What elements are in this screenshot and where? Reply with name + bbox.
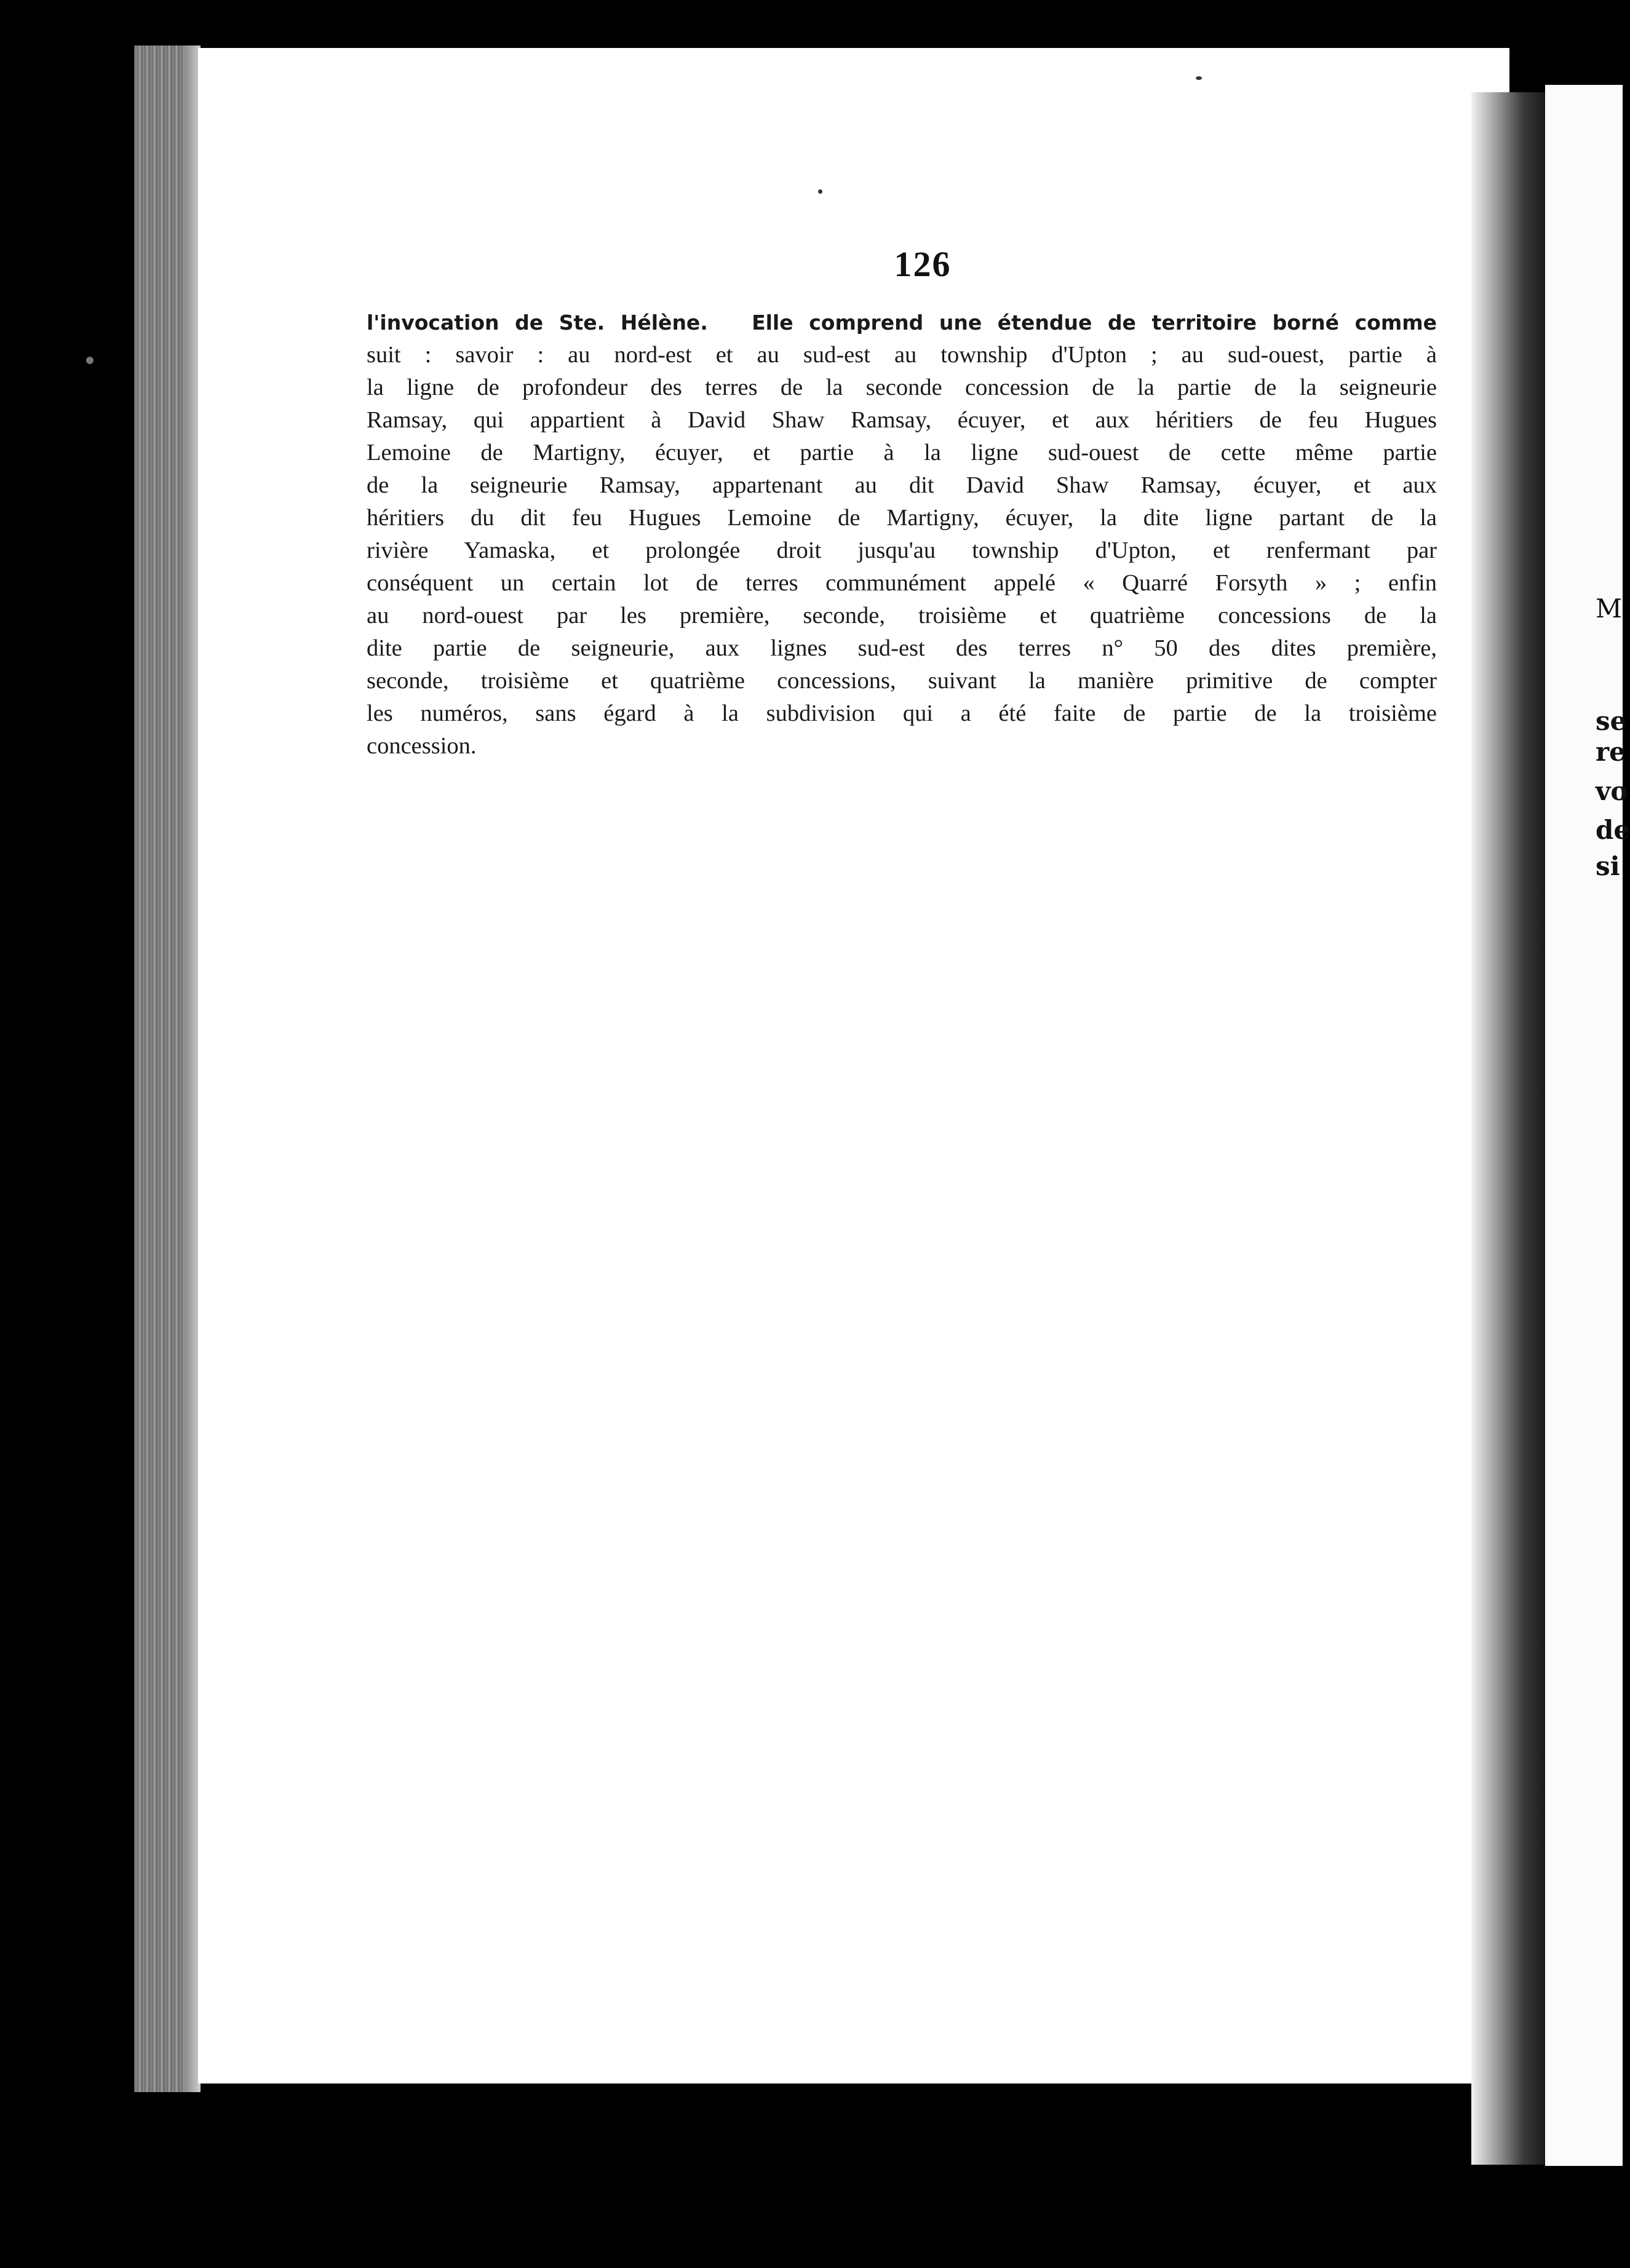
text-line: Lemoine de Martigny, écuyer, et partie à la ligne sud-ouest de cette même partie: [367, 440, 1437, 466]
text-line: rivière Yamaska, et prolongée droit jusqu'au township d'Upton, et renfermant par: [367, 537, 1437, 563]
facing-page-fragment: si: [1596, 851, 1620, 881]
text-line: les numéros, sans égard à la subdivision qui a été faite de partie de la troisième: [367, 700, 1437, 726]
text-line: de la seigneurie Ramsay, appartenant au dit David Shaw Ramsay, écuyer, et aux: [367, 472, 1437, 498]
facing-page: [1545, 85, 1623, 2166]
text-line: suit : savoir : au nord-est et au sud-est au township d'Upton ; au sud-ouest, partie à: [367, 342, 1437, 368]
facing-page-fragment: vo: [1596, 776, 1628, 806]
scan-speck: [818, 189, 822, 194]
facing-page-fragment: M: [1596, 593, 1623, 624]
binding-shadow: [1471, 92, 1545, 2165]
scan-speck: [86, 357, 93, 364]
facing-page-fragment: de: [1596, 815, 1630, 845]
text-line: au nord-ouest par les première, seconde, troisième et quatrième concessions de la: [367, 603, 1437, 628]
text-line: la ligne de profondeur des terres de la seconde concession de la partie de la seigneurie: [367, 375, 1437, 400]
text-line-content: Elle comprend une étendue de territoire borné comme: [752, 311, 1437, 335]
page-number: 126: [894, 244, 952, 284]
text-line: seconde, troisième et quatrième concessions, suivant la manière primitive de compter: [367, 668, 1437, 694]
body-paragraph: [367, 306, 1437, 763]
facing-page-fragment: re: [1596, 737, 1626, 767]
text-line: Ramsay, qui appartient à David Shaw Ramsay, écuyer, et aux héritiers de feu Hugues: [367, 407, 1437, 433]
text-line: héritiers du dit feu Hugues Lemoine de Martigny, écuyer, la dite ligne partant de la: [367, 505, 1437, 531]
text-line: dite partie de seigneurie, aux lignes sud-est des terres n° 50 des dites première,: [367, 635, 1437, 661]
text-line: concession.: [367, 733, 477, 759]
text-line: conséquent un certain lot de terres communément appelé « Quarré Forsyth » ; enfin: [367, 570, 1437, 596]
paragraph-lead: l'invocation de Ste. Hélène.: [367, 311, 708, 335]
scan-speck: [1196, 76, 1202, 80]
text-line: [367, 306, 1437, 339]
facing-page-fragment: se: [1596, 706, 1627, 736]
